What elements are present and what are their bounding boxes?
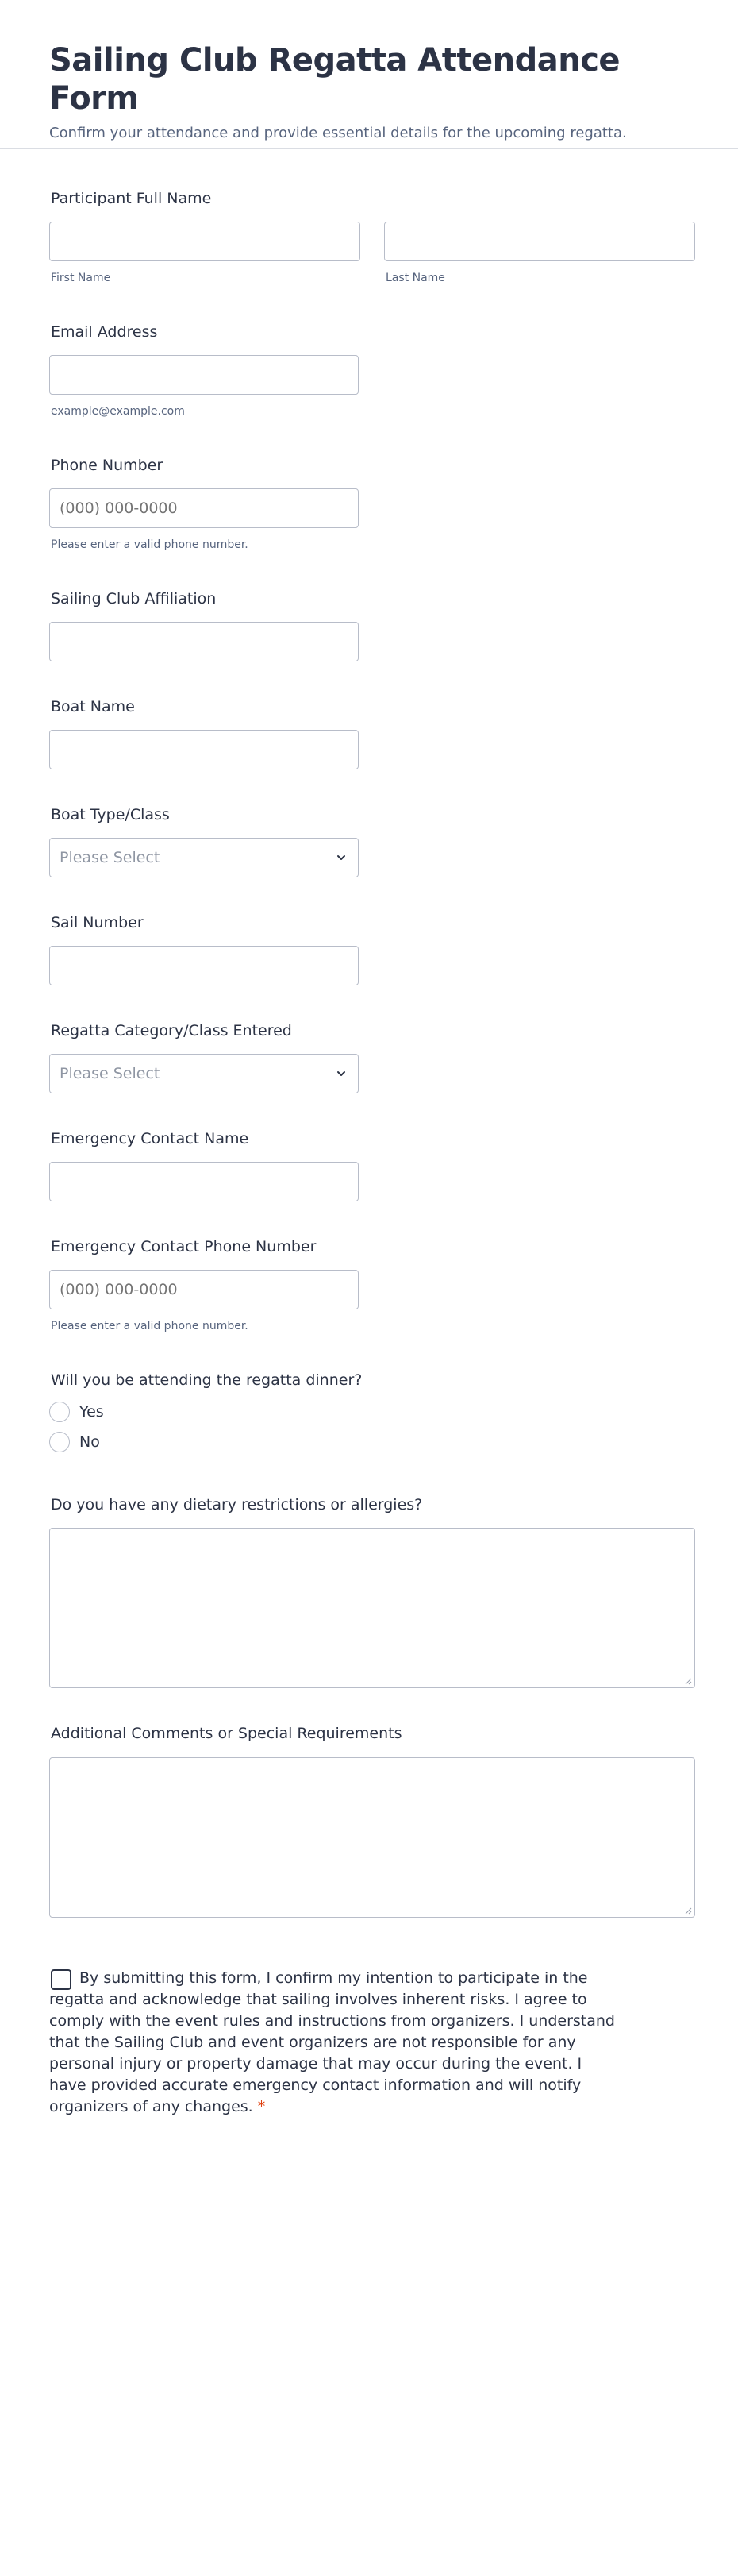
full-name-label: Participant Full Name (51, 190, 212, 207)
first-name-sublabel: First Name (51, 272, 111, 284)
resize-handle-icon[interactable] (684, 1677, 692, 1685)
last-name-input[interactable] (384, 222, 695, 261)
form-header (0, 0, 738, 149)
boat-name-label: Boat Name (51, 698, 135, 715)
dietary-label: Do you have any dietary restrictions or allergies? (51, 1496, 423, 1514)
boat-type-label: Boat Type/Class (51, 806, 170, 823)
chevron-down-icon (336, 1068, 347, 1079)
dinner-option-label: Yes (79, 1403, 104, 1421)
phone-sublabel: Please enter a valid phone number. (51, 538, 248, 551)
category-label: Regatta Category/Class Entered (51, 1022, 292, 1039)
sail-number-label: Sail Number (51, 914, 144, 931)
phone-input[interactable] (49, 488, 359, 528)
radio-button[interactable] (49, 1432, 70, 1452)
emergency-name-input[interactable] (49, 1162, 359, 1201)
boat-type-select[interactable] (49, 838, 359, 877)
club-input[interactable] (49, 622, 359, 661)
emergency-phone-sublabel: Please enter a valid phone number. (51, 1320, 248, 1332)
dinner-option-no[interactable] (49, 1432, 100, 1452)
resize-handle-icon[interactable] (684, 1907, 692, 1915)
radio-button[interactable] (49, 1402, 70, 1422)
category-select[interactable] (49, 1054, 359, 1093)
dinner-label: Will you be attending the regatta dinner? (51, 1371, 363, 1389)
dietary-textarea[interactable] (49, 1528, 695, 1688)
boat-type-selected: Please Select (60, 849, 160, 866)
category-selected: Please Select (60, 1065, 160, 1082)
comments-textarea[interactable] (49, 1757, 695, 1918)
emergency-phone-label: Emergency Contact Phone Number (51, 1238, 317, 1255)
emergency-name-label: Emergency Contact Name (51, 1130, 249, 1147)
required-mark: * (257, 2098, 266, 2115)
phone-label: Phone Number (51, 457, 163, 474)
email-label: Email Address (51, 323, 158, 341)
last-name-sublabel: Last Name (386, 272, 445, 284)
email-sublabel: example@example.com (51, 405, 185, 418)
comments-label: Additional Comments or Special Requirements (51, 1725, 402, 1742)
consent-text (49, 1968, 621, 2118)
boat-name-input[interactable] (49, 730, 359, 769)
page-title: Sailing Club Regatta Attendance Form (49, 42, 621, 117)
email-input[interactable] (49, 355, 359, 395)
chevron-down-icon (336, 852, 347, 863)
consent-label: By submitting this form, I confirm my intention to participate in the regatta and acknowledge that sailing involves inherent risks. I agree to comply with the event rules and instructions from organizers. I understand that the Sailing Club and event organizers are not responsible for any personal injury or property damage that may occur during the event. I have provided accurate emergency contact information and will notify organizers of any changes. (49, 1969, 615, 2115)
page-subtitle: Confirm your attendance and provide essential details for the upcoming regatta. (49, 125, 627, 141)
sail-number-input[interactable] (49, 946, 359, 985)
emergency-phone-input[interactable] (49, 1270, 359, 1309)
dinner-option-label: No (79, 1433, 100, 1451)
dinner-option-yes[interactable] (49, 1402, 104, 1422)
first-name-input[interactable] (49, 222, 360, 261)
club-label: Sailing Club Affiliation (51, 590, 217, 607)
